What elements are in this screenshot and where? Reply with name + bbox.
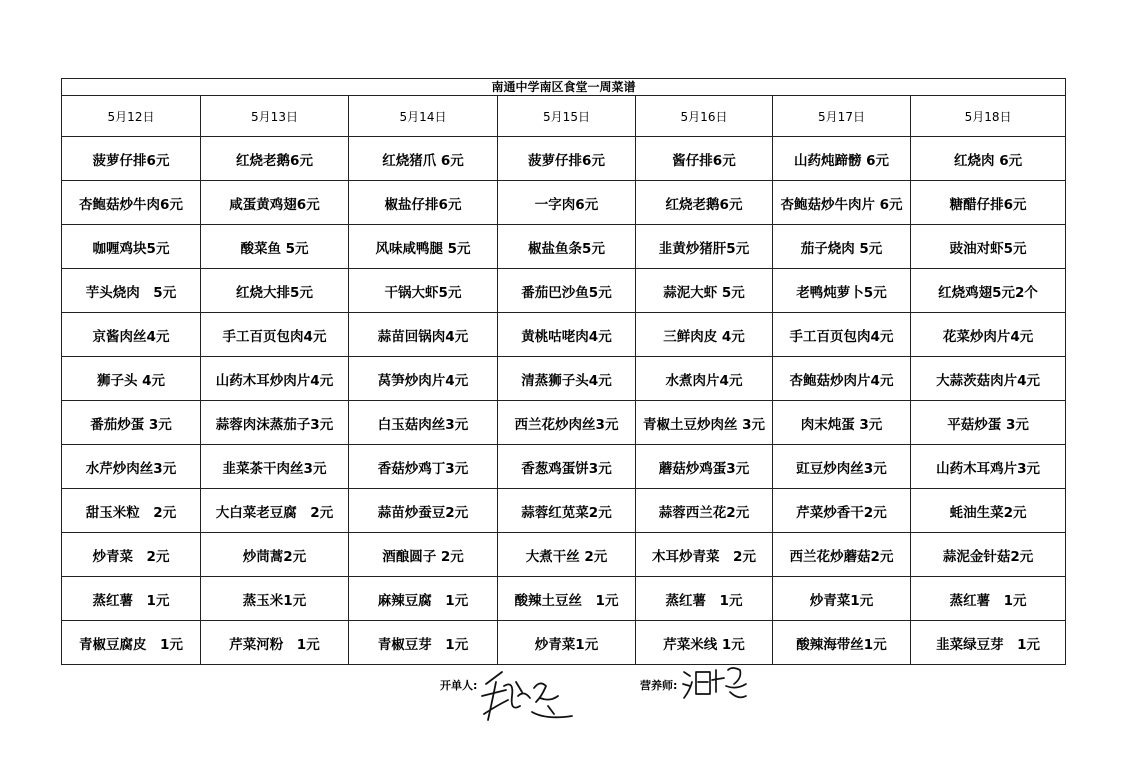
dish-cell: 杏鲍菇炒牛肉6元 (62, 181, 201, 225)
dish-cell: 蒸红薯 1元 (911, 577, 1066, 621)
dish-cell: 菠萝仔排6元 (498, 137, 636, 181)
date-header: 5月12日 (62, 96, 201, 137)
dish-cell: 黄桃咕咾肉4元 (498, 313, 636, 357)
dish-cell: 豉油对虾5元 (911, 225, 1066, 269)
dish-cell: 炒青菜1元 (498, 621, 636, 665)
dish-cell: 麻辣豆腐 1元 (349, 577, 498, 621)
dish-cell: 风味咸鸭腿 5元 (349, 225, 498, 269)
menu-title: 南通中学南区食堂一周菜谱 (62, 79, 1066, 96)
menu-sheet (61, 78, 1065, 665)
dish-cell: 酸辣海带丝1元 (773, 621, 911, 665)
dish-cell: 番茄巴沙鱼5元 (498, 269, 636, 313)
dish-cell: 老鸭炖萝卜5元 (773, 269, 911, 313)
dish-cell: 椒盐鱼条5元 (498, 225, 636, 269)
dish-cell: 糖醋仔排6元 (911, 181, 1066, 225)
dish-cell: 香菇炒鸡丁3元 (349, 445, 498, 489)
dish-cell: 木耳炒青菜 2元 (636, 533, 773, 577)
dish-cell: 青椒土豆炒肉丝 3元 (636, 401, 773, 445)
dish-cell: 韭菜绿豆芽 1元 (911, 621, 1066, 665)
weekly-menu-table (61, 78, 1066, 665)
signature-area (0, 662, 1123, 732)
dish-cell: 山药木耳鸡片3元 (911, 445, 1066, 489)
dish-cell: 蒸红薯 1元 (636, 577, 773, 621)
dish-cell: 酸辣土豆丝 1元 (498, 577, 636, 621)
opener-label: 开单人: (440, 679, 478, 692)
dish-cell: 水芹炒肉丝3元 (62, 445, 201, 489)
table-row (62, 137, 1066, 181)
dish-cell: 白玉菇肉丝3元 (349, 401, 498, 445)
dish-cell: 大煮干丝 2元 (498, 533, 636, 577)
date-header: 5月18日 (911, 96, 1066, 137)
dish-cell: 椒盐仔排6元 (349, 181, 498, 225)
table-row (62, 225, 1066, 269)
date-header: 5月15日 (498, 96, 636, 137)
dish-cell: 酸菜鱼 5元 (201, 225, 349, 269)
dish-cell: 蒜苗炒蚕豆2元 (349, 489, 498, 533)
dish-cell: 红烧肉 6元 (911, 137, 1066, 181)
dish-cell: 杏鲍菇炒牛肉片 6元 (773, 181, 911, 225)
table-row (62, 489, 1066, 533)
dish-cell: 西兰花炒蘑菇2元 (773, 533, 911, 577)
dish-cell: 红烧鸡翅5元2个 (911, 269, 1066, 313)
dish-cell: 豇豆炒肉丝3元 (773, 445, 911, 489)
date-header: 5月17日 (773, 96, 911, 137)
dish-cell: 大白菜老豆腐 2元 (201, 489, 349, 533)
dish-cell: 清蒸狮子头4元 (498, 357, 636, 401)
date-header: 5月13日 (201, 96, 349, 137)
date-header-row (62, 96, 1066, 137)
dish-cell: 番茄炒蛋 3元 (62, 401, 201, 445)
menu-body (62, 137, 1066, 665)
dish-cell: 炒青菜1元 (773, 577, 911, 621)
dish-cell: 芋头烧肉 5元 (62, 269, 201, 313)
dish-cell: 菠萝仔排6元 (62, 137, 201, 181)
dish-cell: 山药木耳炒肉片4元 (201, 357, 349, 401)
dish-cell: 香葱鸡蛋饼3元 (498, 445, 636, 489)
dish-cell: 狮子头 4元 (62, 357, 201, 401)
dish-cell: 韭菜茶干肉丝3元 (201, 445, 349, 489)
dish-cell: 芹菜河粉 1元 (201, 621, 349, 665)
date-header: 5月16日 (636, 96, 773, 137)
dish-cell: 茄子烧肉 5元 (773, 225, 911, 269)
table-row (62, 269, 1066, 313)
dish-cell: 干锅大虾5元 (349, 269, 498, 313)
dish-cell: 大蒜茨菇肉片4元 (911, 357, 1066, 401)
dish-cell: 一字肉6元 (498, 181, 636, 225)
dish-cell: 手工百页包肉4元 (201, 313, 349, 357)
dish-cell: 蒸玉米1元 (201, 577, 349, 621)
dish-cell: 蒸红薯 1元 (62, 577, 201, 621)
dish-cell: 咖喱鸡块5元 (62, 225, 201, 269)
table-row (62, 533, 1066, 577)
dish-cell: 蒜蓉肉沫蒸茄子3元 (201, 401, 349, 445)
dish-cell: 甜玉米粒 2元 (62, 489, 201, 533)
dish-cell: 红烧老鹅6元 (636, 181, 773, 225)
dish-cell: 红烧大排5元 (201, 269, 349, 313)
dish-cell: 红烧老鹅6元 (201, 137, 349, 181)
dish-cell: 肉末炖蛋 3元 (773, 401, 911, 445)
dietitian-label: 营养师: (640, 679, 678, 692)
dish-cell: 花菜炒肉片4元 (911, 313, 1066, 357)
dish-cell: 蚝油生菜2元 (911, 489, 1066, 533)
table-row (62, 357, 1066, 401)
dish-cell: 青椒豆腐皮 1元 (62, 621, 201, 665)
dish-cell: 手工百页包肉4元 (773, 313, 911, 357)
dish-cell: 炒茼蒿2元 (201, 533, 349, 577)
dish-cell: 蒜蓉西兰花2元 (636, 489, 773, 533)
dish-cell: 平菇炒蛋 3元 (911, 401, 1066, 445)
table-row (62, 313, 1066, 357)
dish-cell: 西兰花炒肉丝3元 (498, 401, 636, 445)
dish-cell: 莴笋炒肉片4元 (349, 357, 498, 401)
dish-cell: 京酱肉丝4元 (62, 313, 201, 357)
table-row (62, 621, 1066, 665)
dish-cell: 咸蛋黄鸡翅6元 (201, 181, 349, 225)
table-row (62, 445, 1066, 489)
dietitian-signature-image (680, 662, 750, 704)
dish-cell: 蒜泥大虾 5元 (636, 269, 773, 313)
opener-signature-image (478, 662, 578, 724)
dish-cell: 芹菜炒香干2元 (773, 489, 911, 533)
dish-cell: 蒜泥金针菇2元 (911, 533, 1066, 577)
table-row (62, 181, 1066, 225)
date-header: 5月14日 (349, 96, 498, 137)
dish-cell: 蒜蓉红苋菜2元 (498, 489, 636, 533)
dish-cell: 山药炖蹄髈 6元 (773, 137, 911, 181)
dish-cell: 芹菜米线 1元 (636, 621, 773, 665)
dish-cell: 杏鲍菇炒肉片4元 (773, 357, 911, 401)
dish-cell: 水煮肉片4元 (636, 357, 773, 401)
dish-cell: 酱仔排6元 (636, 137, 773, 181)
dish-cell: 炒青菜 2元 (62, 533, 201, 577)
dish-cell: 三鲜肉皮 4元 (636, 313, 773, 357)
table-row (62, 577, 1066, 621)
dish-cell: 红烧猪爪 6元 (349, 137, 498, 181)
table-row (62, 401, 1066, 445)
dish-cell: 酒酿圆子 2元 (349, 533, 498, 577)
dish-cell: 蒜苗回锅肉4元 (349, 313, 498, 357)
dish-cell: 青椒豆芽 1元 (349, 621, 498, 665)
dish-cell: 蘑菇炒鸡蛋3元 (636, 445, 773, 489)
dish-cell: 韭黄炒猪肝5元 (636, 225, 773, 269)
